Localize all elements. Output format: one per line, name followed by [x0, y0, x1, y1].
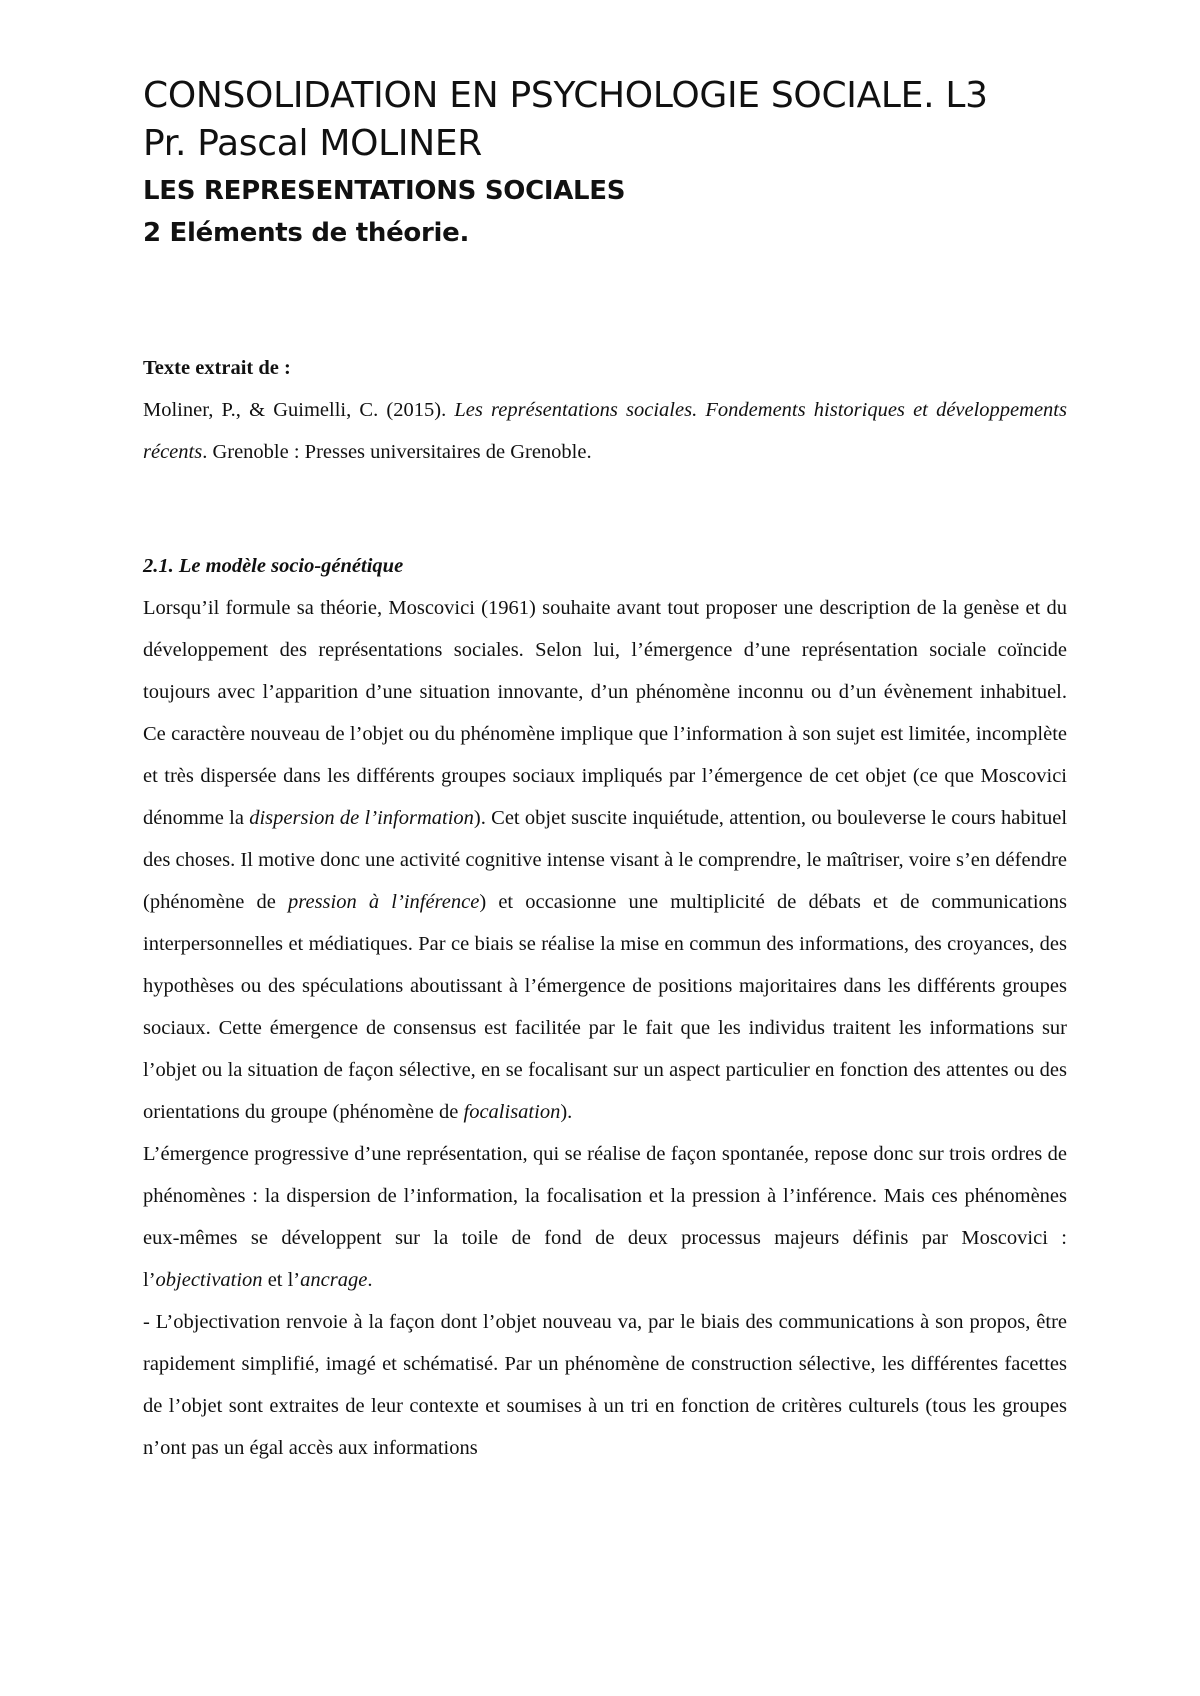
paragraph-1-text-c: ) et occasionne une multiplicité de débats et de communications interpersonnelles et médiatiques. Par ce biais se réalise la mise en commun des informations, des croyances, des hypothèses ou des spéculations aboutissant à l’émergence de positions majoritaires dans les différents groupes sociaux. Cette émergence de consensus est facilitée par le fait que les individus traitent les informations sur l’objet ou la situation de façon sélective, en se focalisant sur un aspect particulier en fonction des attentes ou des orientations du groupe (phénomène de — [143, 891, 1067, 1123]
paragraph-1 — [143, 587, 1067, 1133]
emphasis-pression: pression à l’inférence — [288, 891, 480, 913]
reference-authors: Moliner, P., & Guimelli, C. (2015). — [143, 399, 455, 421]
paragraph-2-text-a: L’émergence progressive d’une représentation, qui se réalise de façon spontanée, repose donc sur trois ordres de phénomènes : la dispersion de l’information, la focalisation et la pression à l’inférence. Mais ces phénomènes eux-mêmes se développent sur la toile de fond de deux processus majeurs définis par Moscovici : l’ — [143, 1143, 1067, 1291]
paragraph-2-text-c: . — [367, 1269, 373, 1291]
reference-publisher: . Grenoble : Presses universitaires de Grenoble. — [202, 441, 592, 463]
chapter-heading: 2 Eléments de théorie. — [143, 218, 470, 248]
source-label: Texte extrait de : — [143, 357, 291, 379]
page-content — [143, 72, 1067, 1469]
section-title: 2.1. Le modèle socio-génétique — [143, 555, 404, 577]
reference-title: Les représentations sociales. Fondements historiques et développements récents — [143, 399, 1067, 463]
emphasis-focalisation: focalisation — [463, 1101, 561, 1123]
subject-heading: LES REPRESENTATIONS SOCIALES — [143, 176, 626, 206]
paragraph-2 — [143, 1133, 1067, 1301]
emphasis-dispersion: dispersion de l’information — [249, 807, 474, 829]
source-reference — [143, 389, 1067, 473]
paragraph-3: - L’objectivation renvoie à la façon dont l’objet nouveau va, par le biais des communications à son propos, être rapidement simplifié, imagé et schématisé. Par un phénomène de construction sélective, les différentes facettes de l’objet sont extraites de leur contexte et soumises à un tri en fonction de critères culturels (tous les groupes n’ont pas un égal accès aux informations — [143, 1311, 1067, 1459]
course-title: CONSOLIDATION EN PSYCHOLOGIE SOCIALE. L3 — [143, 75, 988, 116]
paragraph-1-text-b: ). Cet objet suscite inquiétude, attention, ou bouleverse le cours habituel des choses. Il motive donc une activité cognitive intense visant à le comprendre, le maîtriser, voire s’en défendre (phénomène de — [143, 807, 1068, 913]
emphasis-objectivation: objectivation — [155, 1269, 263, 1291]
emphasis-ancrage: ancrage — [300, 1269, 368, 1291]
paragraph-1-text-a: Lorsqu’il formule sa théorie, Moscovici (1961) souhaite avant tout proposer une description de la genèse et du développement des représentations sociales. Selon lui, l’émergence d’une représentation sociale coïncide toujours avec l’apparition d’une situation innovante, d’un phénomène inconnu ou d’un évènement inhabituel. Ce caractère nouveau de l’objet ou du phénomène implique que l’information à son sujet est limitée, incomplète et très dispersée dans les différents groupes sociaux impliqués par l’émergence de cet objet (ce que Moscovici dénomme la — [143, 597, 1067, 829]
paragraph-1-text-d: ). — [560, 1101, 573, 1123]
professor-name: Pr. Pascal MOLINER — [143, 123, 483, 164]
paragraph-2-text-b: et l’ — [262, 1269, 301, 1291]
